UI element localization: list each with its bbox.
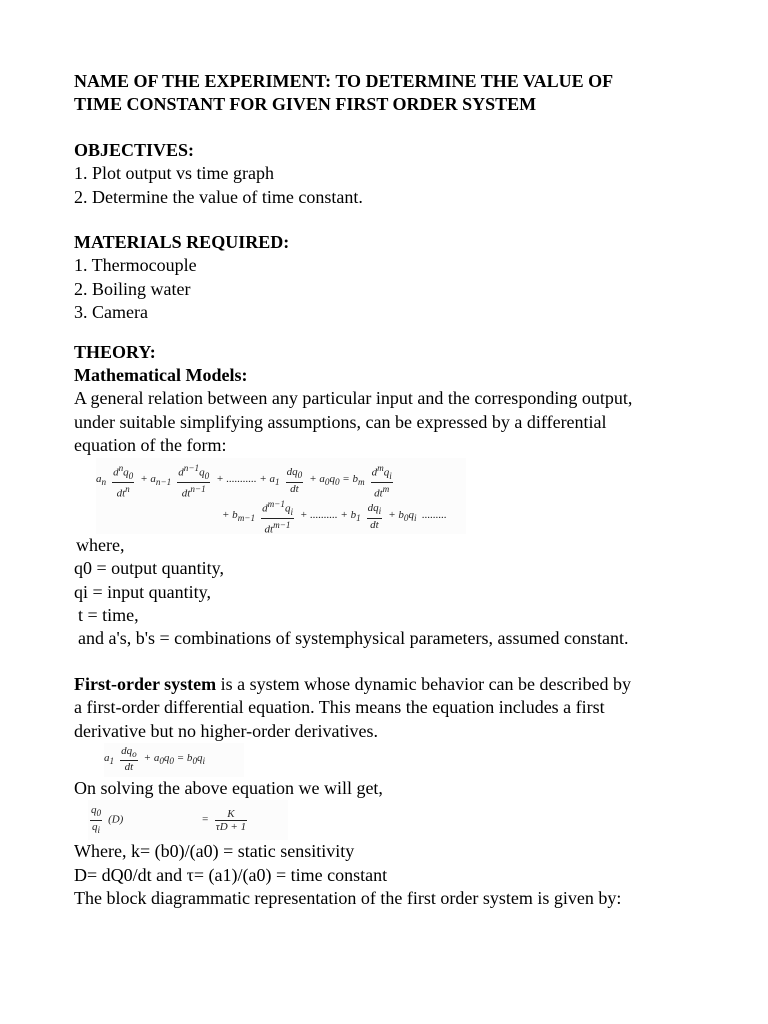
first-order-system-term: First-order system [74, 673, 217, 694]
experiment-title-line-2: TIME CONSTANT FOR GIVEN FIRST ORDER SYSTEM [74, 94, 537, 115]
theory-paragraph-line: under suitable simplifying assumptions, can be expressed by a differential [74, 411, 607, 432]
solving-line: On solving the above equation we will get, [74, 777, 383, 798]
definition-item: t = time, [78, 604, 139, 625]
objective-item: 2. Determine the value of time constant. [74, 186, 363, 207]
objective-item: 1. Plot output vs time graph [74, 163, 274, 184]
result-line: Where, k= (b0)/(a0) = static sensitivity [74, 841, 355, 862]
material-item: 3. Camera [74, 302, 148, 323]
definition-item: qi = input quantity, [74, 581, 211, 602]
first-order-equation-image: $a_1$ $\frac{dq_o}{dt}$ + $a_0q_0 = b_0q_i$ [104, 743, 244, 777]
where-label: where, [76, 534, 125, 555]
first-order-paragraph-line: a first-order differential equation. This means the equation includes a first [74, 697, 605, 718]
theory-heading: THEORY: [74, 341, 156, 362]
theory-paragraph-line: A general relation between any particular input and the corresponding output, [74, 388, 633, 409]
document-page [74, 70, 714, 911]
first-order-paragraph-rest: is a system whose dynamic behavior can be described by [216, 673, 632, 694]
material-item: 2. Boiling water [74, 278, 191, 299]
transfer-function-equation-image: $\frac{q_0}{q_i}$ (D) = $\frac{K}{\tau D + 1}$ [88, 800, 288, 840]
mathematical-models-subheading: Mathematical Models: [74, 365, 248, 386]
theory-paragraph-line: equation of the form: [74, 435, 227, 456]
first-order-paragraph-line [74, 673, 714, 696]
materials-heading: MATERIALS REQUIRED: [74, 232, 290, 253]
definition-item: and a's, b's = combinations of systemphysical parameters, assumed constant. [78, 628, 629, 649]
general-differential-equation-image: $a_n$ $\frac{d^nq_0}{dt^n}$ + $a_{n-1}$ $\frac{d^{n-1}q_0}{dt^{n-1}}$ + ........... + $a_1$ $\frac{dq_0}{dt}$ + $a_0q_0 = b_m$ $\frac{d^mq_i}{dt^m}$ + $b_{m-1}$ $\frac{d^{m-1}q_i}{dt^{m-1}}$ + .......... + $b_1$ $\frac{dq_i}{dt}$ + $b_0q_i$ ......... [96, 458, 466, 534]
experiment-title-line-1: NAME OF THE EXPERIMENT: TO DETERMINE THE VALUE OF [74, 71, 614, 91]
result-line: The block diagrammatic representation of the first order system is given by: [74, 888, 622, 909]
first-order-paragraph-line: derivative but no higher-order derivatives. [74, 720, 379, 741]
objectives-heading: OBJECTIVES: [74, 139, 195, 160]
result-line: D= dQ0/dt and τ= (a1)/(a0) = time constant [74, 864, 388, 885]
definition-item: q0 = output quantity, [74, 558, 224, 579]
material-item: 1. Thermocouple [74, 255, 197, 276]
